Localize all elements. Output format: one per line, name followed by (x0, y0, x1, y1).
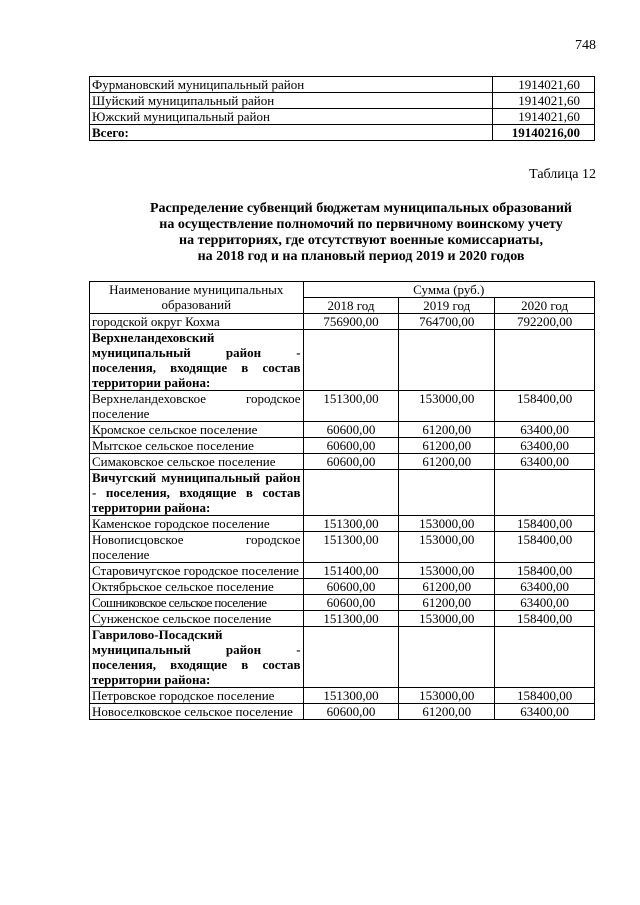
amount-2019: 153000,00 (399, 611, 495, 627)
amount-2018: 151300,00 (303, 688, 399, 704)
settlement-name: Каменское городское поселение (90, 516, 304, 532)
table-row (90, 422, 595, 438)
header-year-2020: 2020 год (495, 298, 595, 314)
district-name: Южский муниципальный район (90, 109, 493, 125)
document-title (96, 201, 626, 265)
amount-2018: 151300,00 (303, 611, 399, 627)
table-row (90, 563, 595, 579)
settlement-name: Мытское сельское поселение (90, 438, 304, 454)
amount-2018 (303, 330, 399, 391)
settlement-name: Новоселковское сельское поселение (90, 704, 304, 720)
group-header-row (90, 627, 595, 688)
amount-2019: 764700,00 (399, 314, 495, 330)
district-group-name: Гаврилово-Посадский муниципальный район - поселения, входящие в состав территории района: (90, 627, 304, 688)
title-line: на территориях, где отсутствуют военные комиссариаты, (179, 233, 543, 248)
settlement-name: Симаковское сельское поселение (90, 454, 304, 470)
amount-2018: 60600,00 (303, 438, 399, 454)
district-sum: 1914021,60 (493, 109, 595, 125)
amount-2019: 61200,00 (399, 438, 495, 454)
header-sum-column: Сумма (руб.) (303, 282, 594, 298)
table-row (90, 688, 595, 704)
total-sum: 19140216,00 (493, 125, 595, 141)
amount-2020: 63400,00 (495, 704, 595, 720)
amount-2018 (303, 627, 399, 688)
amount-2020: 158400,00 (495, 611, 595, 627)
header-name-column: Наименование муниципальных образований (90, 282, 304, 314)
amount-2019: 61200,00 (399, 422, 495, 438)
amount-2020: 63400,00 (495, 579, 595, 595)
settlement-name: Октябрьское сельское поселение (90, 579, 304, 595)
table-row (90, 454, 595, 470)
amount-2020: 158400,00 (495, 391, 595, 422)
group-header-row (90, 470, 595, 516)
amount-2020: 63400,00 (495, 595, 595, 611)
amount-2019: 153000,00 (399, 391, 495, 422)
amount-2020: 158400,00 (495, 532, 595, 563)
amount-2018: 151300,00 (303, 391, 399, 422)
amount-2018: 60600,00 (303, 579, 399, 595)
table-caption: Таблица 12 (529, 167, 596, 182)
district-name: Шуйский муниципальный район (90, 93, 493, 109)
amount-2019: 61200,00 (399, 595, 495, 611)
amount-2018: 60600,00 (303, 595, 399, 611)
amount-2019 (399, 627, 495, 688)
header-year-2019: 2019 год (399, 298, 495, 314)
amount-2020 (495, 627, 595, 688)
amount-2020: 63400,00 (495, 454, 595, 470)
settlement-name: Сунженское сельское поселение (90, 611, 304, 627)
amount-2018: 756900,00 (303, 314, 399, 330)
amount-2018: 151400,00 (303, 563, 399, 579)
amount-2019: 153000,00 (399, 532, 495, 563)
settlement-name: Новописцовское городское поселение (90, 532, 304, 563)
amount-2019: 153000,00 (399, 688, 495, 704)
settlement-name: Кромское сельское поселение (90, 422, 304, 438)
amount-2020: 158400,00 (495, 563, 595, 579)
amount-2018: 60600,00 (303, 422, 399, 438)
amount-2020 (495, 470, 595, 516)
header-year-2018: 2018 год (303, 298, 399, 314)
settlement-name: Сошниковское сельское поселение (90, 595, 304, 611)
amount-2019 (399, 330, 495, 391)
amount-2020: 792200,00 (495, 314, 595, 330)
amount-2018 (303, 470, 399, 516)
table-body (90, 314, 595, 720)
amount-2019: 153000,00 (399, 516, 495, 532)
settlement-name: городской округ Кохма (90, 314, 304, 330)
amount-2018: 151300,00 (303, 532, 399, 563)
amount-2019: 153000,00 (399, 563, 495, 579)
table-row (90, 77, 595, 93)
amount-2019 (399, 470, 495, 516)
page-number: 748 (575, 38, 596, 53)
district-group-name: Вичугский муниципальный район - поселения, входящие в состав территории района: (90, 470, 304, 516)
amount-2020: 63400,00 (495, 438, 595, 454)
subvention-table (89, 281, 595, 720)
amount-2020: 63400,00 (495, 422, 595, 438)
amount-2019: 61200,00 (399, 454, 495, 470)
table-row (90, 611, 595, 627)
settlement-name: Петровское городское поселение (90, 688, 304, 704)
table-row (90, 704, 595, 720)
amount-2019: 61200,00 (399, 704, 495, 720)
title-line: на 2018 год и на плановый период 2019 и 2020 годов (197, 249, 525, 264)
district-sum: 1914021,60 (493, 77, 595, 93)
district-name: Фурмановский муниципальный район (90, 77, 493, 93)
table-row (90, 579, 595, 595)
table-row (90, 438, 595, 454)
amount-2018: 60600,00 (303, 704, 399, 720)
amount-2020: 158400,00 (495, 688, 595, 704)
table-row (90, 391, 595, 422)
table-row (90, 314, 595, 330)
district-group-name: Верхнеландеховский муниципальный район - поселения, входящие в состав территории района: (90, 330, 304, 391)
table-row (90, 595, 595, 611)
amount-2019: 61200,00 (399, 579, 495, 595)
summary-table (89, 76, 595, 141)
settlement-name: Верхнеландеховское городское поселение (90, 391, 304, 422)
table-row (90, 516, 595, 532)
amount-2020 (495, 330, 595, 391)
header-row (90, 282, 595, 298)
amount-2018: 60600,00 (303, 454, 399, 470)
total-label: Всего: (90, 125, 493, 141)
settlement-name: Старовичугское городское поселение (90, 563, 304, 579)
table-row (90, 532, 595, 563)
title-line: на осуществление полномочий по первичному воинскому учету (159, 217, 563, 232)
group-header-row (90, 330, 595, 391)
district-sum: 1914021,60 (493, 93, 595, 109)
title-line: Распределение субвенций бюджетам муниципальных образований (150, 201, 572, 216)
table-row (90, 93, 595, 109)
total-row (90, 125, 595, 141)
table-row (90, 109, 595, 125)
amount-2020: 158400,00 (495, 516, 595, 532)
amount-2018: 151300,00 (303, 516, 399, 532)
